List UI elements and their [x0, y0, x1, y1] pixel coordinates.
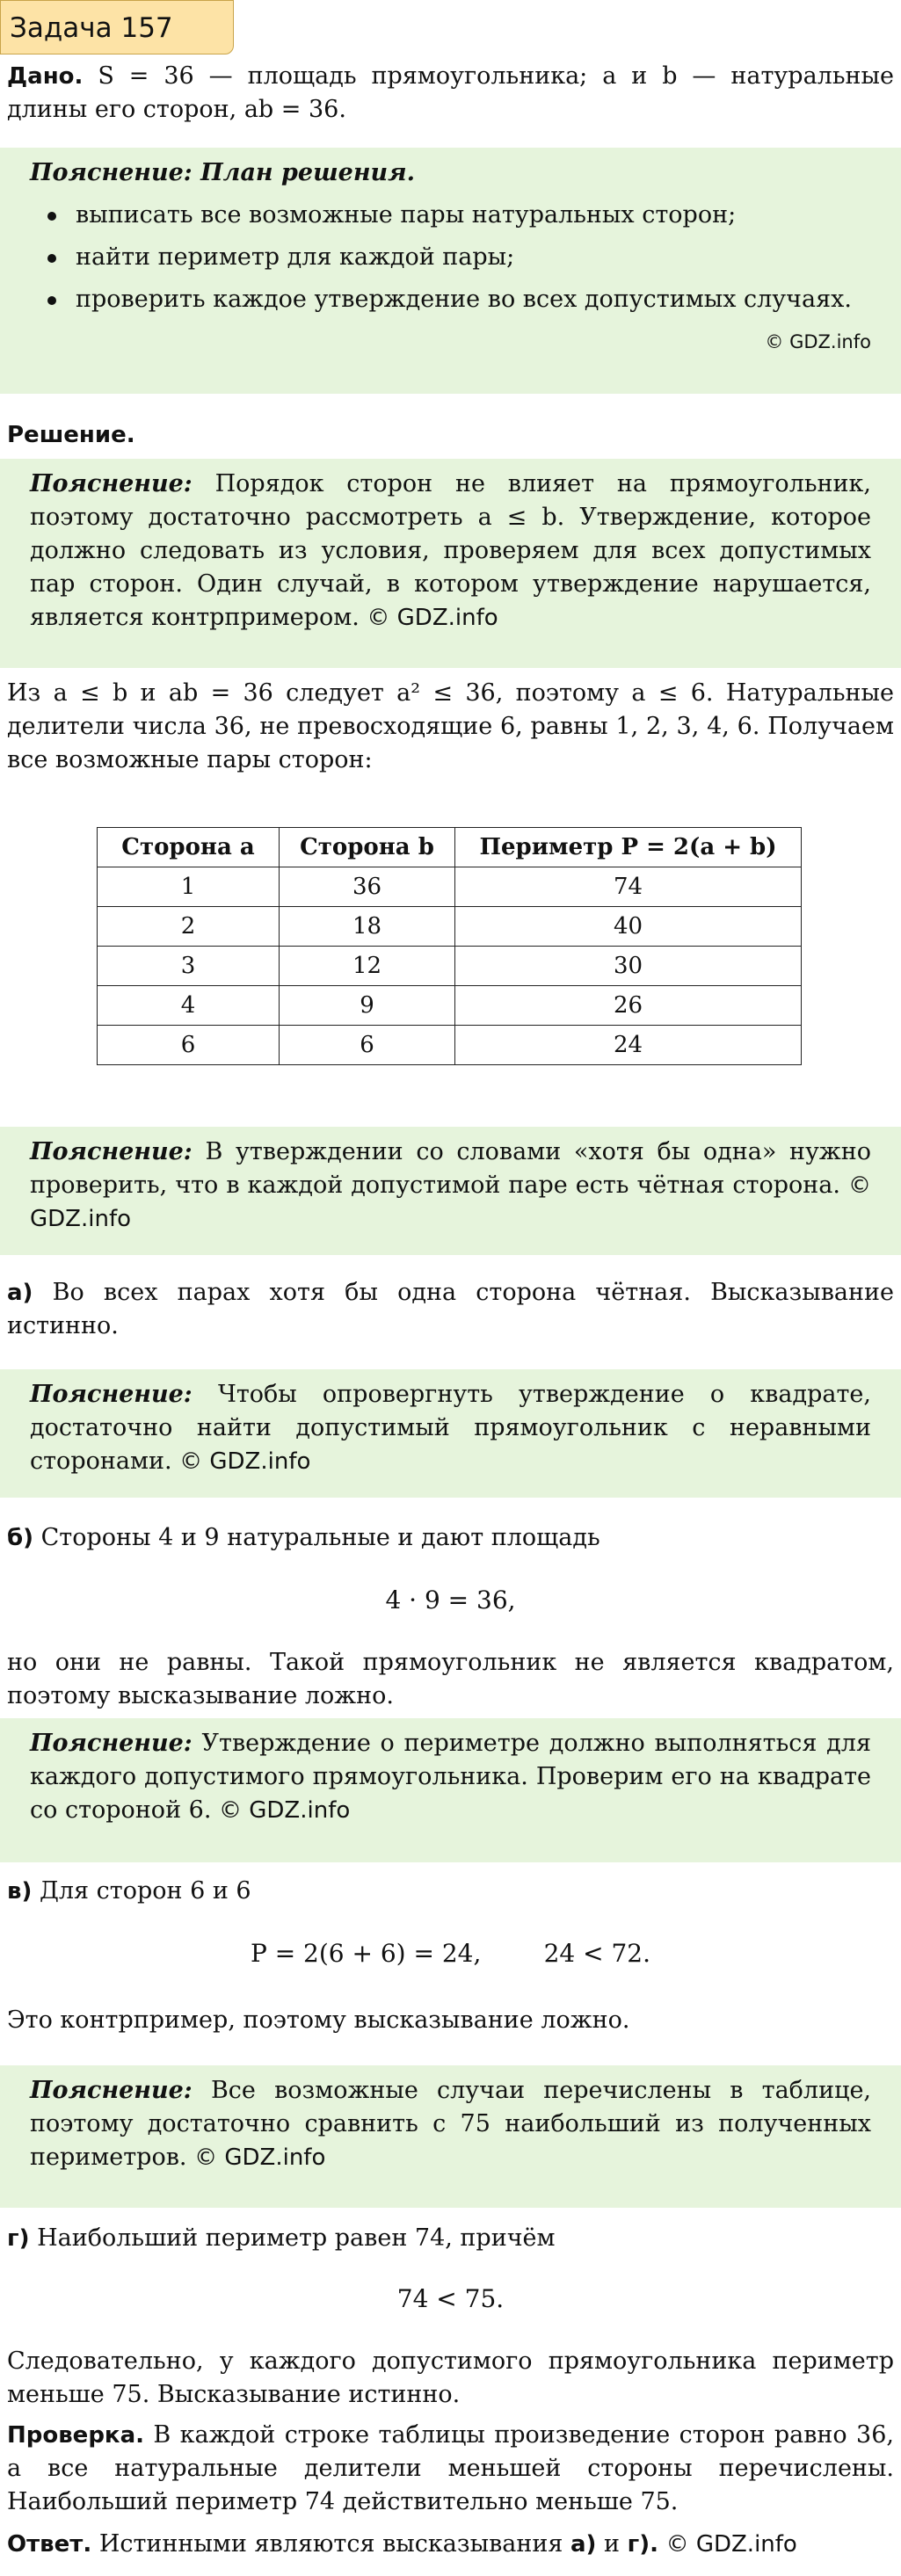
- plan-item: найти периметр для каждой пары;: [56, 241, 871, 274]
- plan-item: выписать все возможные пары натуральных сторон;: [56, 199, 871, 232]
- part-v: [0, 1875, 901, 1908]
- plan-copyright: © GDZ.info: [765, 331, 871, 352]
- note-3-copyright: © GDZ.info: [179, 1448, 311, 1475]
- given-label: Дано.: [7, 63, 84, 90]
- table-row: [98, 907, 802, 947]
- part-g-text2: Следовательно, у каждого допустимого прямоугольника периметр меньше 75. Высказывание истинно.: [7, 2347, 894, 2408]
- part-b: [0, 1521, 901, 1555]
- note-5-label: Пояснение:: [30, 2077, 193, 2104]
- table-cell: 9: [280, 986, 455, 1026]
- answer-g: г).: [627, 2531, 658, 2558]
- part-g-formula: 74 < 75.: [396, 2284, 505, 2313]
- table-row: [98, 1026, 802, 1065]
- answer-section: [0, 2528, 901, 2561]
- answer-text: Истинными являются высказывания: [98, 2530, 563, 2558]
- answer-label: Ответ.: [7, 2531, 92, 2558]
- plan-item: проверить каждое утверждение во всех допустимых случаях.: [56, 283, 871, 316]
- part-v-text2: Это контрпример, поэтому высказывание ложно.: [7, 2006, 630, 2034]
- table-cell: 6: [280, 1026, 455, 1065]
- answer-and: и: [604, 2530, 621, 2558]
- note-5: [0, 2065, 901, 2208]
- note-3-text: Чтобы опровергнуть утверждение о квадрате, достаточно найти допустимый прямоугольник с неравными сторонами.: [30, 1381, 871, 1475]
- part-a-label: а): [7, 1280, 33, 1306]
- solution-label: Решение.: [7, 422, 135, 448]
- plan-note: [0, 148, 901, 394]
- sides-table: [97, 827, 802, 1065]
- intro-text: Из a ≤ b и ab = 36 следует a² ≤ 36, поэтому a ≤ 6. Натуральные делители числа 36, не превосходящие 6, равны 1, 2, 3, 4, 6. Получаем все возможные пары сторон:: [7, 679, 894, 773]
- part-g-label: г): [7, 2225, 30, 2252]
- table-cell: 24: [455, 1026, 802, 1065]
- plan-list: [30, 199, 871, 316]
- note-1-label: Пояснение:: [30, 470, 193, 497]
- note-1: [0, 459, 901, 668]
- table-cell: 2: [98, 907, 280, 947]
- part-v-formula: P = 2(6 + 6) = 24, 24 < 72.: [250, 1939, 651, 1968]
- check-text: В каждой строке таблицы произведение сторон равно 36, а все натуральные делители меньшей стороны перечислены. Наибольший периметр 74 действительно меньше 75.: [7, 2421, 894, 2515]
- note-2-copyright: © GDZ.info: [30, 1172, 871, 1232]
- table-cell: 36: [280, 867, 455, 907]
- note-4-text: Утверждение о периметре должно выполняться для каждого допустимого прямоугольника. Проверим его на квадрате со стороной 6.: [30, 1730, 871, 1824]
- plan-label: Пояснение: План решения.: [30, 159, 416, 186]
- intro-paragraph: [0, 677, 901, 777]
- table-cell: 40: [455, 907, 802, 947]
- note-4-label: Пояснение:: [30, 1730, 193, 1757]
- table-header: Сторона b: [280, 828, 455, 867]
- note-3: [0, 1369, 901, 1498]
- task-title: Задача 157: [0, 0, 234, 54]
- part-g-text: Наибольший периметр равен 74, причём: [37, 2224, 556, 2252]
- table-row: [98, 986, 802, 1026]
- table-cell: 1: [98, 867, 280, 907]
- part-b-conclusion: [0, 1646, 901, 1713]
- table-cell: 30: [455, 947, 802, 986]
- table-cell: 12: [280, 947, 455, 986]
- note-2-text: В утверждении со словами «хотя бы одна» нужно проверить, что в каждой допустимой паре есть чётная сторона.: [30, 1138, 871, 1199]
- note-1-text: Порядок сторон не влияет на прямоугольник, поэтому достаточно рассмотреть a ≤ b. Утверждение, которое должно следовать из условия, проверяем для всех допустимых пар сторон. Один случай, в котором утверждение нарушается, является контрпримером.: [30, 470, 871, 631]
- check-section: [0, 2419, 901, 2519]
- given-text: S = 36 — площадь прямоугольника; a и b — натуральные длины его сторон, ab = 36.: [7, 62, 894, 123]
- table-header: Сторона a: [98, 828, 280, 867]
- table-row: [98, 867, 802, 907]
- note-4: [0, 1718, 901, 1862]
- table-cell: 18: [280, 907, 455, 947]
- table-row: [98, 947, 802, 986]
- table-cell: 4: [98, 986, 280, 1026]
- part-g-conclusion: [0, 2345, 901, 2412]
- part-v-label: в): [7, 1878, 33, 1905]
- note-5-copyright: © GDZ.info: [194, 2144, 326, 2171]
- part-b-formula: 4 · 9 = 36,: [385, 1586, 516, 1615]
- solution-heading: [0, 418, 901, 452]
- note-2-label: Пояснение:: [30, 1138, 193, 1165]
- part-b-text: Стороны 4 и 9 натуральные и дают площадь: [40, 1524, 600, 1551]
- table-cell: 26: [455, 986, 802, 1026]
- table-cell: 6: [98, 1026, 280, 1065]
- note-1-copyright: © GDZ.info: [367, 605, 498, 631]
- answer-copyright: © GDZ.info: [665, 2531, 797, 2558]
- part-v-text: Для сторон 6 и 6: [39, 1877, 251, 1905]
- answer-a: а): [570, 2531, 597, 2558]
- table-cell: 74: [455, 867, 802, 907]
- note-2: [0, 1127, 901, 1255]
- part-b-text2: но они не равны. Такой прямоугольник не является квадратом, поэтому высказывание ложно.: [7, 1649, 894, 1709]
- part-v-conclusion: [0, 2004, 901, 2037]
- part-a-text: Во всех парах хотя бы одна сторона чётная. Высказывание истинно.: [7, 1279, 894, 1339]
- part-b-label: б): [7, 1525, 34, 1551]
- check-label: Проверка.: [7, 2422, 144, 2449]
- note-5-text: Все возможные случаи перечислены в таблице, поэтому достаточно сравнить с 75 наибольший из полученных периметров.: [30, 2077, 872, 2171]
- table-header-row: [98, 828, 802, 867]
- note-4-copyright: © GDZ.info: [219, 1797, 351, 1824]
- table-cell: 3: [98, 947, 280, 986]
- given-section: [0, 60, 901, 127]
- part-a: [0, 1276, 901, 1343]
- part-g: [0, 2222, 901, 2255]
- table-header: Периметр P = 2(a + b): [455, 828, 802, 867]
- note-3-label: Пояснение:: [30, 1381, 193, 1408]
